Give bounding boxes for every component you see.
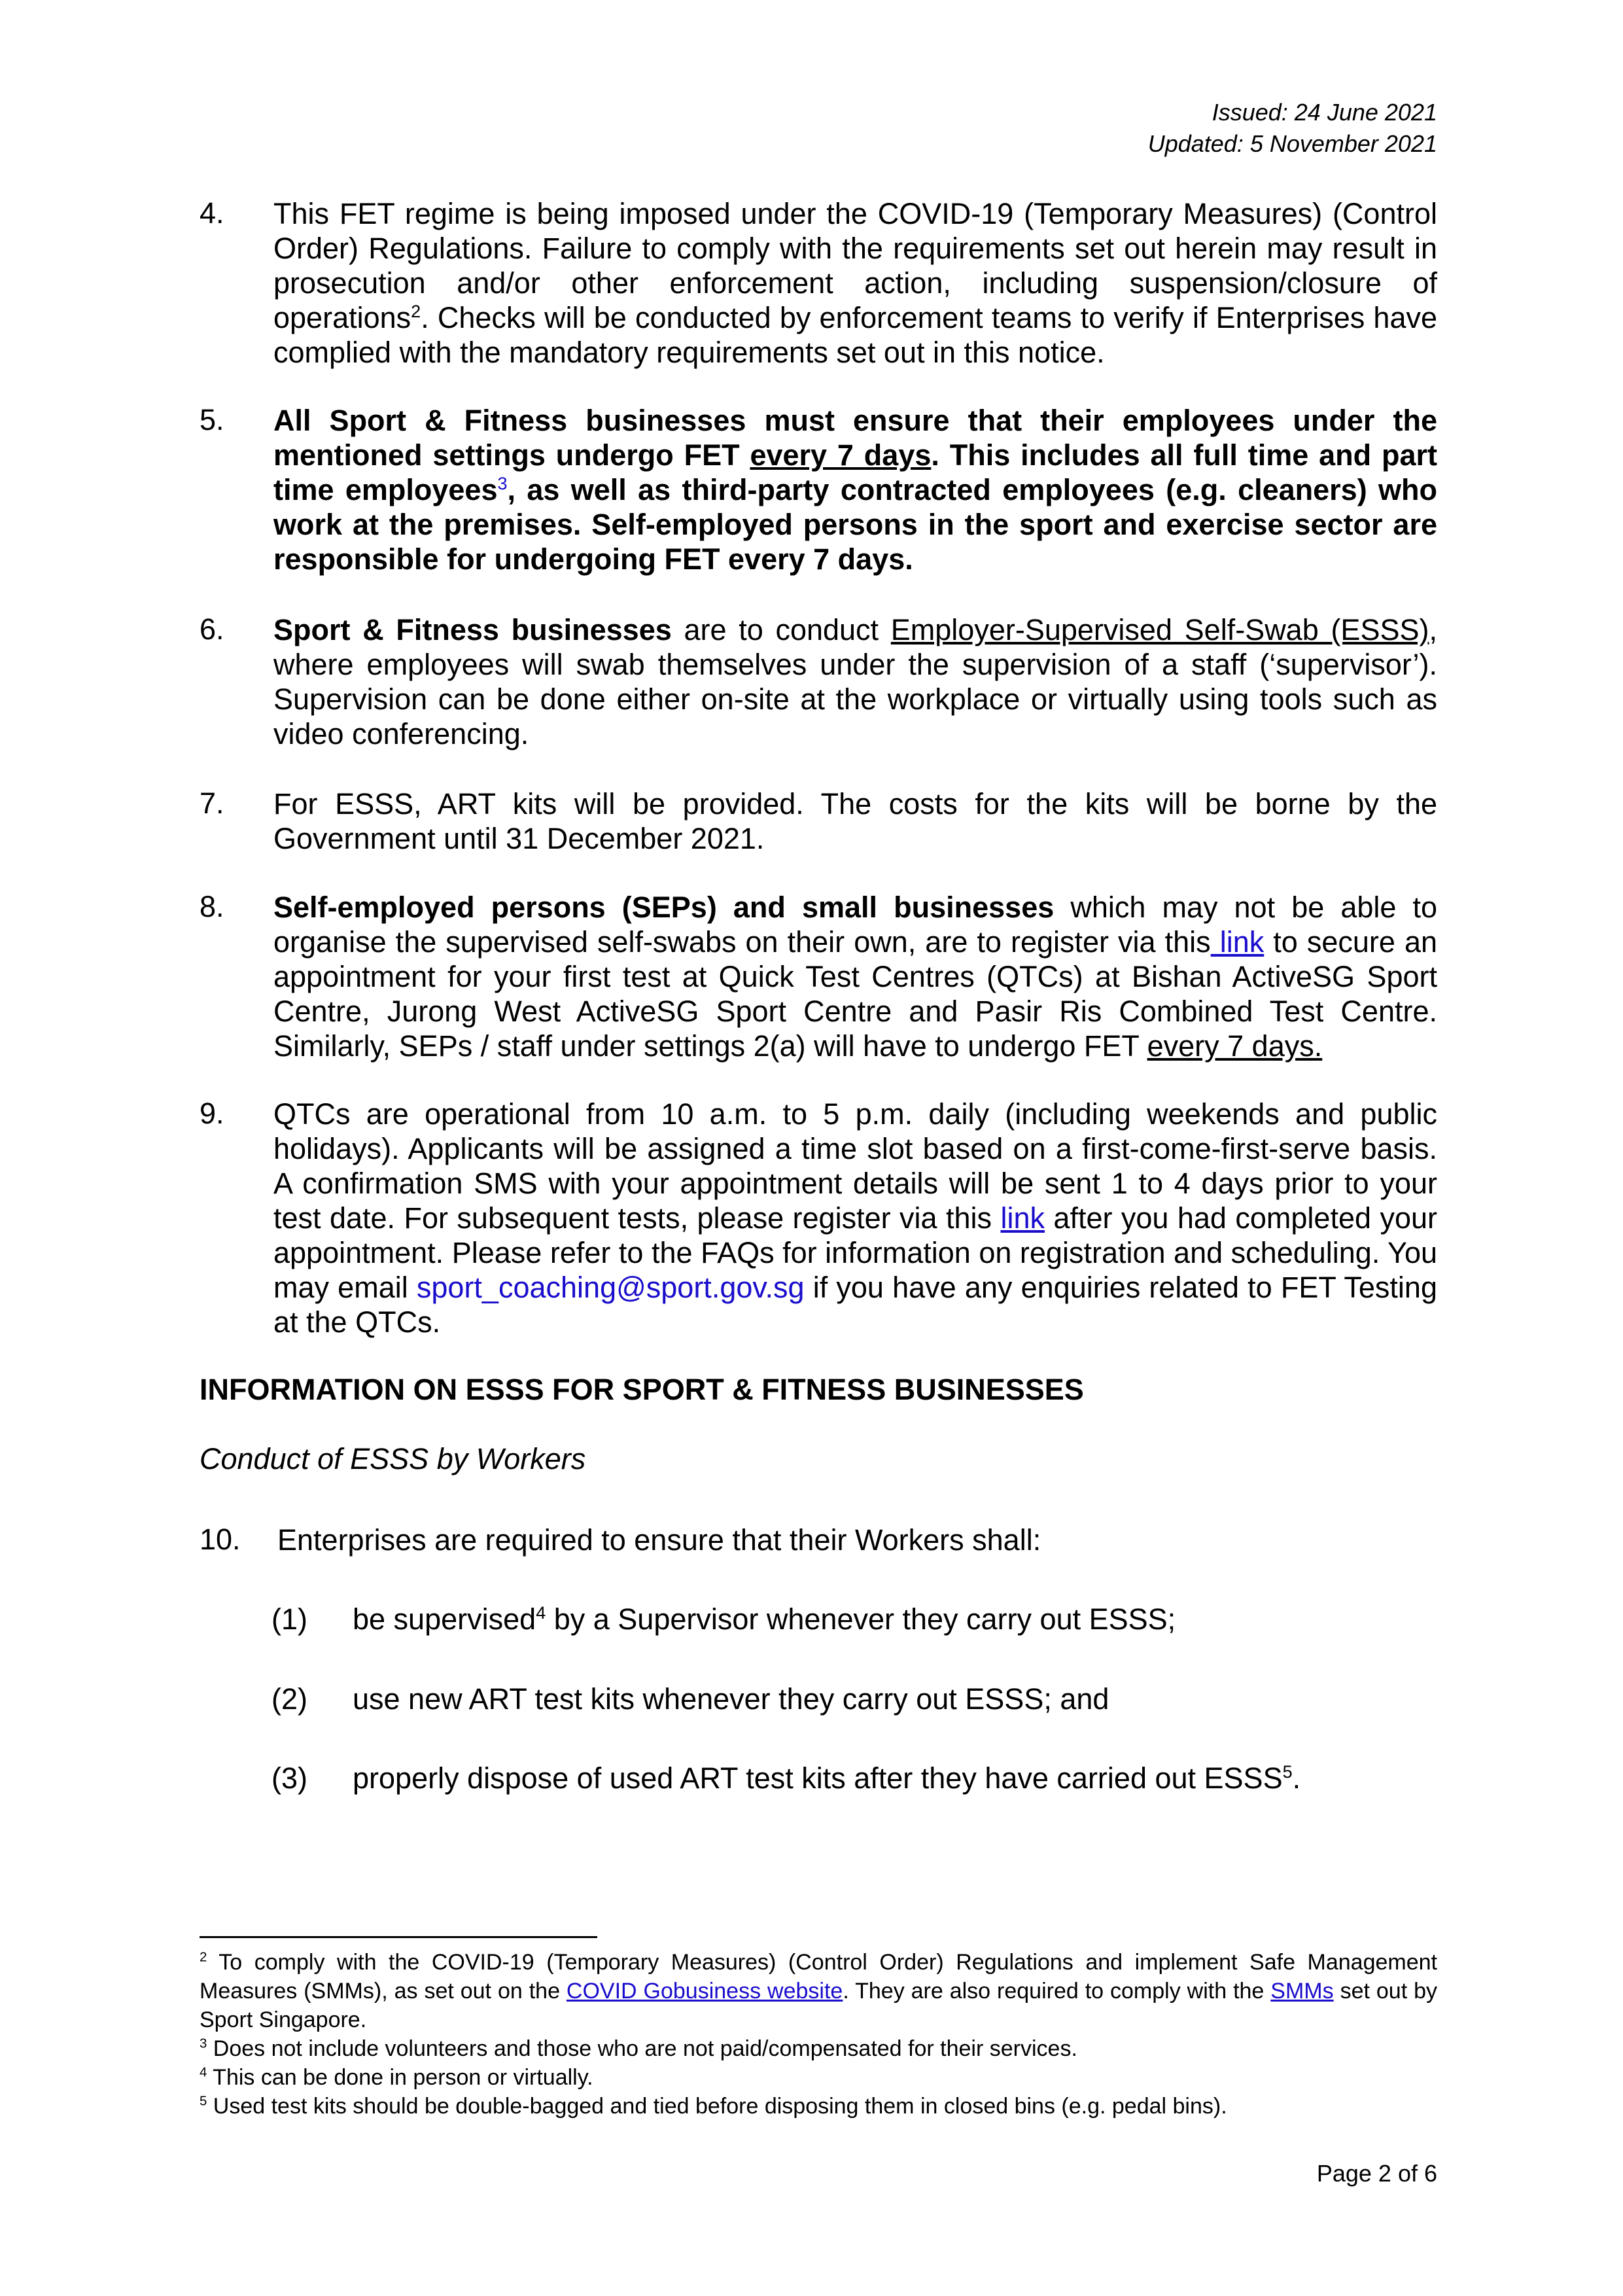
list-item [271, 1682, 1384, 1716]
paragraph-number: 10. [200, 1523, 241, 1556]
footnote-ref-5[interactable]: 5 [1282, 1762, 1293, 1782]
footnote-ref-2[interactable]: 2 [411, 302, 421, 321]
smms-link[interactable]: SMMs [1270, 1979, 1334, 2004]
list-item-text: properly dispose of used ART test kits after they have carried out ESSS$^5$. [353, 1761, 1301, 1795]
list-item-text: use new ART test kits whenever they carry out ESSS; and [353, 1682, 1109, 1716]
paragraph-number: 4. [200, 196, 224, 230]
paragraph-text: Enterprises are required to ensure that their Workers shall: [277, 1523, 1041, 1557]
footnote-3: $^3$ Does not include volunteers and those who are not paid/compensated for their services. [200, 2036, 1077, 2061]
registration-link[interactable]: link [1210, 925, 1265, 959]
footnote-separator [200, 1936, 597, 1938]
paragraph-10 [200, 1523, 1437, 1557]
paragraph-text: For ESSS, ART kits will be provided. The costs for the kits will be borne by the Government until 31 December 2021. [273, 787, 1437, 855]
paragraph-9 [200, 1097, 1437, 1339]
paragraph-text: Sport & Fitness businesses are to conduct Employer-Supervised Self-Swab (ESSS), where employees will swab themselves under the supervision of a staff (‘supervisor’). Supervision can be done either on-site at the workplace or virtually using tools such as video conferencing. [273, 613, 1437, 751]
paragraph-number: 8. [200, 890, 224, 923]
paragraph-text: This FET regime is being imposed under the COVID-19 (Temporary Measures) (Control Order) Regulations. Failure to comply with the requirements set out herein may result in prosecution and/or other enforcement action, including suspension/closure of operations$^2$. Checks will be conducted by enforcement teams to verify if Enterprises have complied with the mandatory requirements set out in this notice. [273, 197, 1437, 369]
list-item [271, 1761, 1384, 1795]
list-item-number: (3) [271, 1761, 307, 1795]
paragraph-number: 5. [200, 403, 224, 436]
paragraph-text: QTCs are operational from 10 a.m. to 5 p.m. daily (including weekends and public holidays). Applicants will be assigned a time slot based on a first-come-first-serve basis. A confirmation SMS with your appointment details will be sent 1 to 4 days prior to your test date. For subsequent tests, please register via this link after you had completed your appointment. Please refer to the FAQs for information on registration and scheduling. You may email sport_coaching@sport.gov.sg if you have any enquiries related to FET Testing at the QTCs. [273, 1097, 1437, 1339]
document-header [1148, 97, 1437, 160]
paragraph-7 [200, 786, 1437, 856]
list-item-number: (2) [271, 1682, 307, 1716]
updated-date: Updated: 5 November 2021 [1147, 130, 1437, 157]
paragraph-8 [200, 890, 1437, 1063]
paragraph-6 [200, 612, 1437, 751]
section-heading: INFORMATION ON ESSS FOR SPORT & FITNESS BUSINESSES [200, 1373, 1084, 1406]
issued-date: Issued: 24 June 2021 [1212, 99, 1437, 126]
list-item [271, 1602, 1384, 1636]
paragraph-number: 9. [200, 1097, 224, 1130]
paragraph-5 [200, 403, 1437, 576]
list-item-text: be supervised$^4$ by a Supervisor whenever they carry out ESSS; [353, 1602, 1176, 1636]
footnote-ref-4[interactable]: 4 [536, 1603, 546, 1623]
footnote-4: $^4$ This can be done in person or virtually. [200, 2065, 593, 2090]
section-subheading: Conduct of ESSS by Workers [200, 1442, 586, 1475]
footnote-ref-3[interactable]: 3 [497, 474, 508, 493]
paragraph-number: 7. [200, 786, 224, 820]
page-number: Page 2 of 6 [1316, 2160, 1437, 2187]
footnote-2: $^2$ To comply with the COVID-19 (Temporary Measures) (Control Order) Regulations and implement Safe Management Measures (SMMs), as set out on the COVID Gobusiness website. They are also required to comply with the SMMs set out by Sport Singapore. [200, 1950, 1437, 2032]
paragraph-text: Self-employed persons (SEPs) and small businesses which may not be able to organise the supervised self-swabs on their own, are to register via this link to secure an appointment for your first test at Quick Test Centres (QTCs) at Bishan ActiveSG Sport Centre, Jurong West ActiveSG Sport Centre and Pasir Ris Combined Test Centre. Similarly, SEPs / staff under settings 2(a) will have to undergo FET every 7 days. [273, 891, 1438, 1063]
paragraph-4 [200, 196, 1437, 370]
email-link[interactable]: sport_coaching@sport.gov.sg [416, 1271, 805, 1304]
subsequent-tests-link[interactable]: link [1000, 1201, 1045, 1235]
paragraph-text: All Sport & Fitness businesses must ensure that their employees under the mentioned settings undergo FET every 7 days. This includes all full time and part time employees$^3$, as well as third-party contracted employees (e.g. cleaners) who work at the premises. Self-employed persons in the sport and exercise sector are responsible for undergoing FET every 7 days. [273, 404, 1438, 576]
footnote-5: $^5$ Used test kits should be double-bagged and tied before disposing them in closed bins (e.g. pedal bins). [200, 2094, 1227, 2119]
covid-gobusiness-link[interactable]: COVID Gobusiness website [566, 1979, 843, 2004]
paragraph-number: 6. [200, 612, 224, 646]
list-item-number: (1) [271, 1602, 307, 1636]
